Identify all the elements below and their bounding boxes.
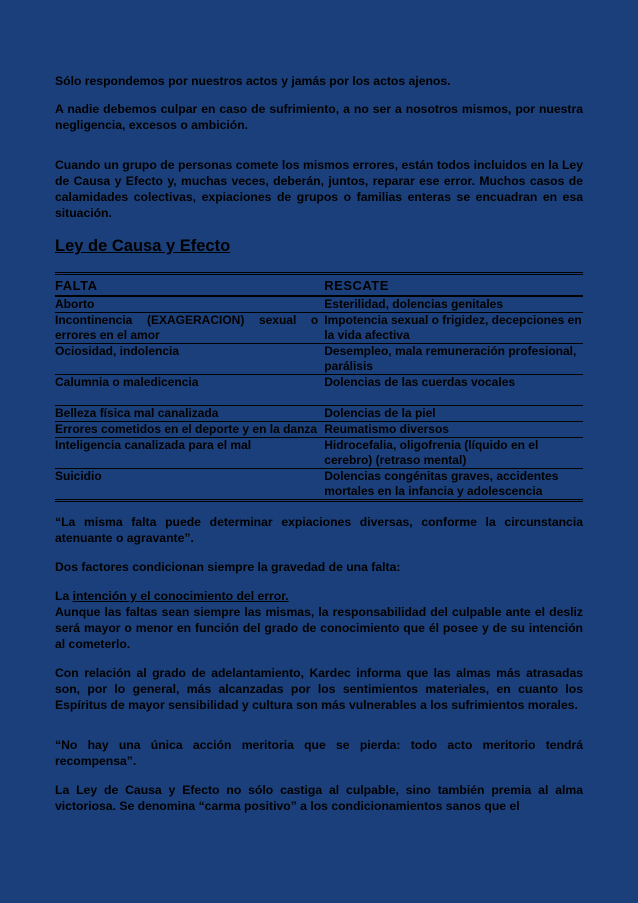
rescate-cell: Dolencias congénitas graves, accidentes mortales en la infancia y adolescencia bbox=[324, 469, 583, 501]
rescate-cell: Dolencias de la piel bbox=[324, 406, 583, 422]
falta-rescate-table bbox=[55, 272, 583, 502]
table-row bbox=[55, 422, 583, 438]
paragraph-3: Cuando un grupo de personas comete los mismos errores, están todos incluidos en la Ley de Causa y Efecto y, muchas veces, deberán, juntos, reparar ese error. Muchos casos de calamidades colectivas, expiaciones de grupos o familias enteras se encuadran en esa situación. bbox=[55, 158, 583, 220]
underlined-phrase: intención y el conocimiento del error. bbox=[72, 589, 289, 603]
rescate-cell: Esterilidad, dolencias genitales bbox=[324, 296, 583, 313]
falta-cell: Ociosidad, indolencia bbox=[55, 344, 324, 375]
falta-cell: Errores cometidos en el deporte y en la danza bbox=[55, 422, 324, 438]
rescate-cell: Reumatismo diversos bbox=[324, 422, 583, 438]
header-falta: FALTA bbox=[55, 274, 324, 297]
paragraph-2: A nadie debemos culpar en caso de sufrimiento, a no ser a nosotros mismos, por nuestra negligencia, excesos o ambición. bbox=[55, 102, 583, 132]
falta-cell: Calumnia o maledicencia bbox=[55, 375, 324, 406]
table-row bbox=[55, 406, 583, 422]
table-header-row bbox=[55, 274, 583, 297]
paragraph-5-prefix: La bbox=[55, 589, 73, 603]
rescate-cell: Desempleo, mala remuneración profesional, parálisis bbox=[324, 344, 583, 375]
table-row bbox=[55, 313, 583, 344]
paragraph-7: Con relación al grado de adelantamiento, Kardec informa que las almas más atrasadas son, por lo general, más alcanzadas por los sentimientos materiales, en cuanto los Espíritus de mayor sensibilidad y cultura son más vulnerables a los sufrimientos morales. bbox=[55, 666, 583, 712]
header-rescate: RESCATE bbox=[324, 274, 583, 297]
rescate-cell: Impotencia sexual o frigidez, decepciones en la vida afectiva bbox=[324, 313, 582, 342]
paragraph-1: Sólo respondemos por nuestros actos y jamás por los actos ajenos. bbox=[55, 74, 451, 88]
table-row bbox=[55, 344, 583, 375]
quote-2: “No hay una única acción meritoria que se pierda: todo acto meritorio tendrá recompensa”. bbox=[55, 738, 583, 768]
falta-cell: Suicidio bbox=[55, 469, 324, 501]
falta-cell: Inteligencia canalizada para el mal bbox=[55, 438, 324, 469]
table-row bbox=[55, 296, 583, 313]
table-row bbox=[55, 375, 583, 406]
table-row bbox=[55, 469, 583, 501]
falta-cell: Belleza física mal canalizada bbox=[55, 406, 324, 422]
paragraph-5 bbox=[55, 588, 583, 604]
document-body bbox=[55, 73, 583, 814]
falta-cell: Incontinencia (EXAGERACION) sexual o errores en el amor bbox=[55, 313, 324, 344]
table-row bbox=[55, 438, 583, 469]
quote-1: “La misma falta puede determinar expiaciones diversas, conforme la circunstancia atenuante o agravante”. bbox=[55, 515, 583, 545]
rescate-cell: Hidrocefalia, oligofrenia (líquido en el cerebro) (retraso mental) bbox=[324, 438, 583, 469]
falta-cell: Aborto bbox=[55, 296, 324, 313]
paragraph-4: Dos factores condicionan siempre la gravedad de una falta: bbox=[55, 560, 401, 574]
paragraph-6: Aunque las faltas sean siempre las mismas, la responsabilidad del culpable ante el desliz será mayor o menor en función del grado de conocimiento que él posee y de su intención al cometerlo. bbox=[55, 605, 583, 651]
paragraph-8: La Ley de Causa y Efecto no sólo castiga al culpable, sino también premia al alma victoriosa. Se denomina “carma positivo” a los condicionamientos sanos que el bbox=[55, 783, 583, 813]
rescate-cell: Dolencias de las cuerdas vocales bbox=[324, 375, 583, 406]
section-heading: Ley de Causa y Efecto bbox=[55, 237, 231, 255]
